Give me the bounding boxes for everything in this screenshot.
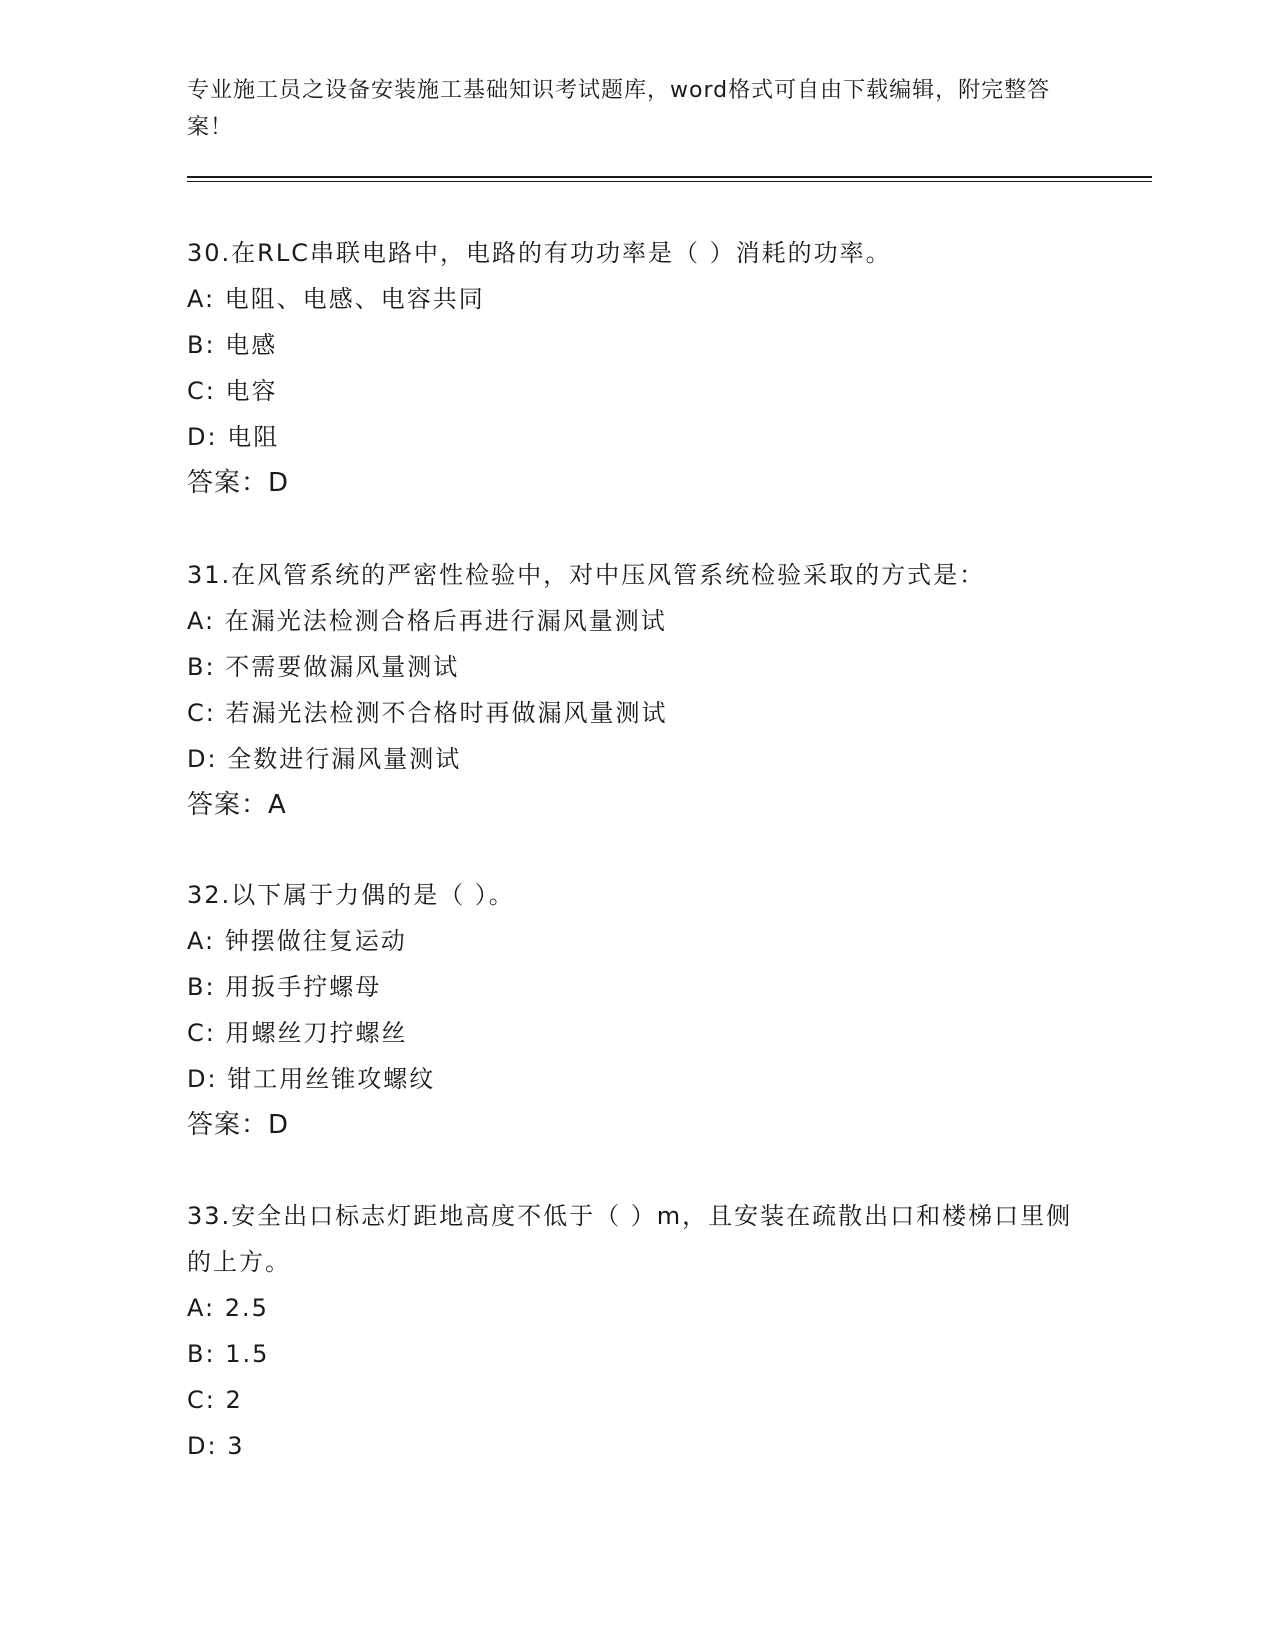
- option-a: [187, 598, 1087, 644]
- option-text: 3: [227, 1432, 245, 1460]
- question-stem: 30.在RLC串联电路中，电路的有功功率是（ ）消耗的功率。: [187, 239, 892, 267]
- answer-line: 答案：A: [187, 790, 287, 820]
- option-b: [187, 964, 1087, 1010]
- option-label: D:: [187, 745, 218, 773]
- option-text: 2: [225, 1386, 243, 1414]
- question-30: [187, 230, 1087, 506]
- option-label: B:: [187, 331, 216, 359]
- answer-line: 答案：D: [187, 468, 290, 498]
- question-33: [187, 1193, 1087, 1469]
- question-stem: 33.安全出口标志灯距地高度不低于（ ）m，且安装在疏散出口和楼梯口里侧的上方。: [187, 1202, 1073, 1276]
- document-header: 专业施工员之设备安装施工基础知识考试题库，word格式可自由下载编辑，附完整答案！: [187, 78, 1051, 140]
- option-d: [187, 736, 1087, 782]
- option-text: 钟摆做往复运动: [224, 927, 407, 955]
- option-b: [187, 1331, 1087, 1377]
- option-label: B:: [187, 973, 216, 1001]
- option-label: A:: [187, 607, 216, 635]
- option-b: [187, 322, 1087, 368]
- option-label: B:: [187, 1340, 216, 1368]
- option-text: 不需要做漏风量测试: [225, 653, 460, 681]
- option-d: [187, 414, 1087, 460]
- answer-line: 答案：D: [187, 1110, 290, 1140]
- option-c: [187, 368, 1087, 414]
- option-c: [187, 690, 1087, 736]
- option-text: 用螺丝刀拧螺丝: [225, 1019, 408, 1047]
- option-text: 电阻、电感、电容共同: [224, 285, 485, 313]
- option-label: A:: [187, 927, 216, 955]
- option-a: [187, 918, 1087, 964]
- option-a: [187, 1285, 1087, 1331]
- option-text: 全数进行漏风量测试: [227, 745, 462, 773]
- option-c: [187, 1010, 1087, 1056]
- option-text: 用扳手拧螺母: [225, 973, 382, 1001]
- question-stem: 31.在风管系统的严密性检验中，对中压风管系统检验采取的方式是：: [187, 561, 986, 589]
- option-label: A:: [187, 1294, 216, 1322]
- option-label: C:: [187, 1386, 216, 1414]
- option-text: 电阻: [227, 423, 280, 451]
- option-b: [187, 644, 1087, 690]
- option-d: [187, 1423, 1087, 1469]
- header-divider-bottom: [187, 181, 1152, 182]
- option-label: D:: [187, 1065, 218, 1093]
- option-text: 若漏光法检测不合格时再做漏风量测试: [225, 699, 668, 727]
- option-text: 钳工用丝锥攻螺纹: [227, 1065, 436, 1093]
- question-31: [187, 552, 1087, 828]
- option-label: D:: [187, 1432, 218, 1460]
- option-a: [187, 276, 1087, 322]
- option-c: [187, 1377, 1087, 1423]
- option-label: A:: [187, 285, 216, 313]
- option-text: 在漏光法检测合格后再进行漏风量测试: [224, 607, 667, 635]
- question-stem: 32.以下属于力偶的是（ ）。: [187, 881, 515, 909]
- header-divider-top: [187, 176, 1152, 178]
- option-text: 2.5: [224, 1294, 269, 1322]
- option-label: C:: [187, 377, 216, 405]
- option-label: C:: [187, 1019, 216, 1047]
- option-text: 1.5: [225, 1340, 270, 1368]
- question-32: [187, 872, 1087, 1148]
- option-d: [187, 1056, 1087, 1102]
- option-label: B:: [187, 653, 216, 681]
- option-text: 电感: [225, 331, 278, 359]
- option-label: C:: [187, 699, 216, 727]
- option-label: D:: [187, 423, 218, 451]
- option-text: 电容: [225, 377, 278, 405]
